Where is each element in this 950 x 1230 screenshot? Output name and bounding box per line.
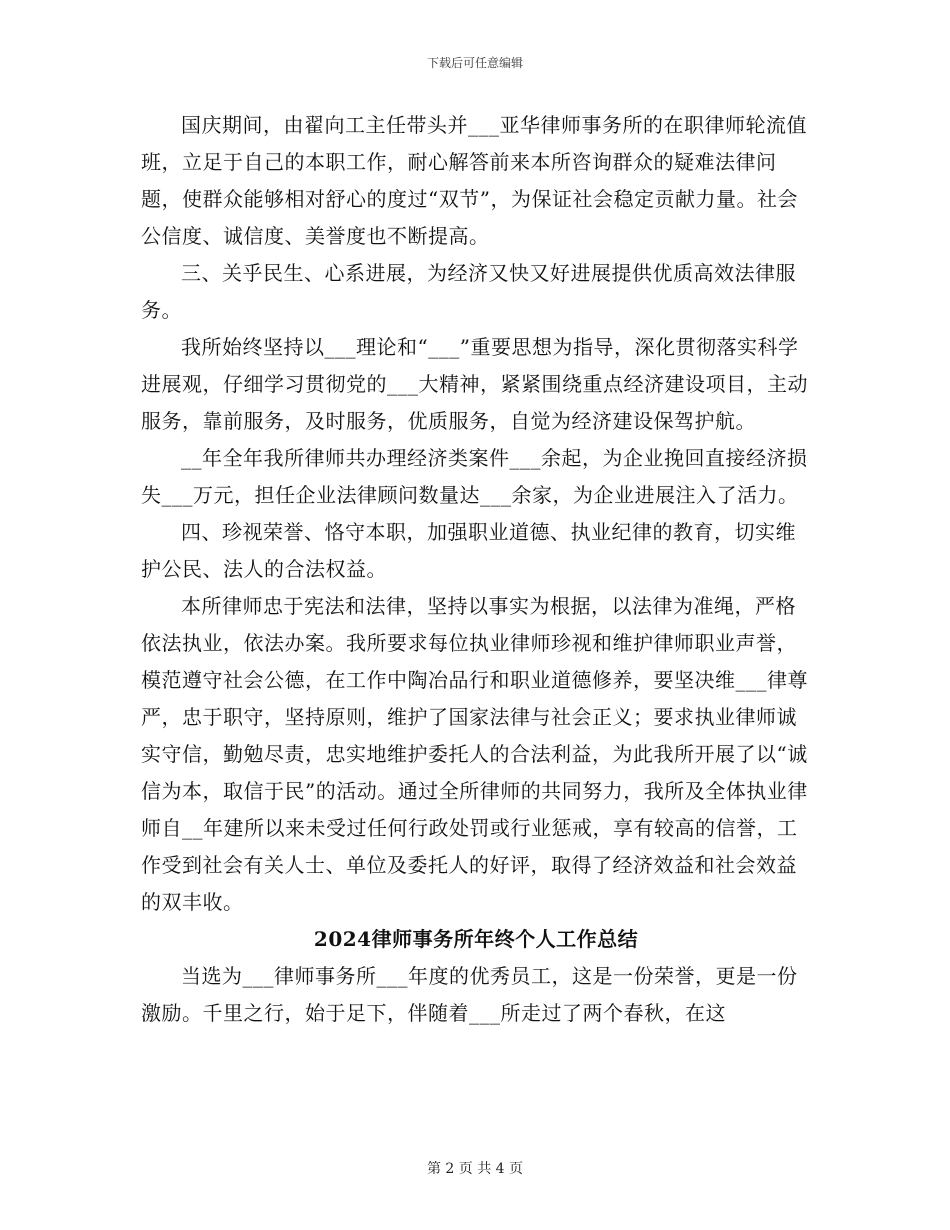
paragraph-duty-during-holiday: 国庆期间，由翟向工主任带头并___亚华律师事务所的在职律师轮流值班，立足于自己的本职工作，耐心解答前来本所咨询群众的疑难法律问题，使群众能够相对舒心的度过“双节”，为保证社会稳定贡献力量。社会公信度、诚信度、美誉度也不断提高。 xyxy=(141,113,807,248)
page-number: 第 2 页 共 4 页 xyxy=(426,1161,524,1177)
section-title: 2024律师事务所年终个人工作总结 xyxy=(313,927,639,951)
paragraph-section-four-heading: 四、珍视荣誉、恪守本职，加强职业道德、执业纪律的教育，切实维护公民、法人的合法权益。 xyxy=(141,520,796,581)
paragraph-section-three-heading: 三、关乎民生、心系进展，为经济又快又好进展提供优质高效法律服务。 xyxy=(141,261,796,322)
paragraph-ethics: 本所律师忠于宪法和法律，坚持以事实为根据，以法律为准绳，严格依法执业，依法办案。我所要求每位执业律师珍视和维护律师职业声誉，模范遵守社会公德，在工作中陶冶品行和职业道德修养，要坚决维___律尊严，忠于职守，坚持原则，维护了国家法律与社会正义；要求执业律师诚实守信，勤勉尽责，忠实地维护委托人的合法利益，为此我所开展了以“诚信为本，取信于民”的活动。通过全所律师的共同努力，我所及全体执业律师自__年建所以来未受过任何行政处罚或行业惩戒，享有较高的信誉，工作受到社会有关人士、单位及委托人的好评，取得了经济效益和社会效益的双丰收。 xyxy=(141,594,808,914)
paragraph-guiding-thought: 我所始终坚持以___理论和“___”重要思想为指导，深化贯彻落实科学进展观，仔细学习贯彻党的___大精神，紧紧围绕重点经济建设项目，主动服务，靠前服务，及时服务，优质服务，自觉为经济建设保驾护航。 xyxy=(141,335,808,433)
document-body xyxy=(141,107,811,1032)
paragraph-closing: 当选为___律师事务所___年度的优秀员工，这是一份荣誉，更是一份激励。千里之行，始于足下，伴随着___所走过了两个春秋，在这 xyxy=(141,964,798,1025)
paragraph-economic-cases: __年全年我所律师共办理经济类案件___余起，为企业挽回直接经济损失___万元，担任企业法律顾问数量达___余家，为企业进展注入了活力。 xyxy=(141,446,808,507)
page-header: 下载后可任意编辑 xyxy=(426,56,523,70)
